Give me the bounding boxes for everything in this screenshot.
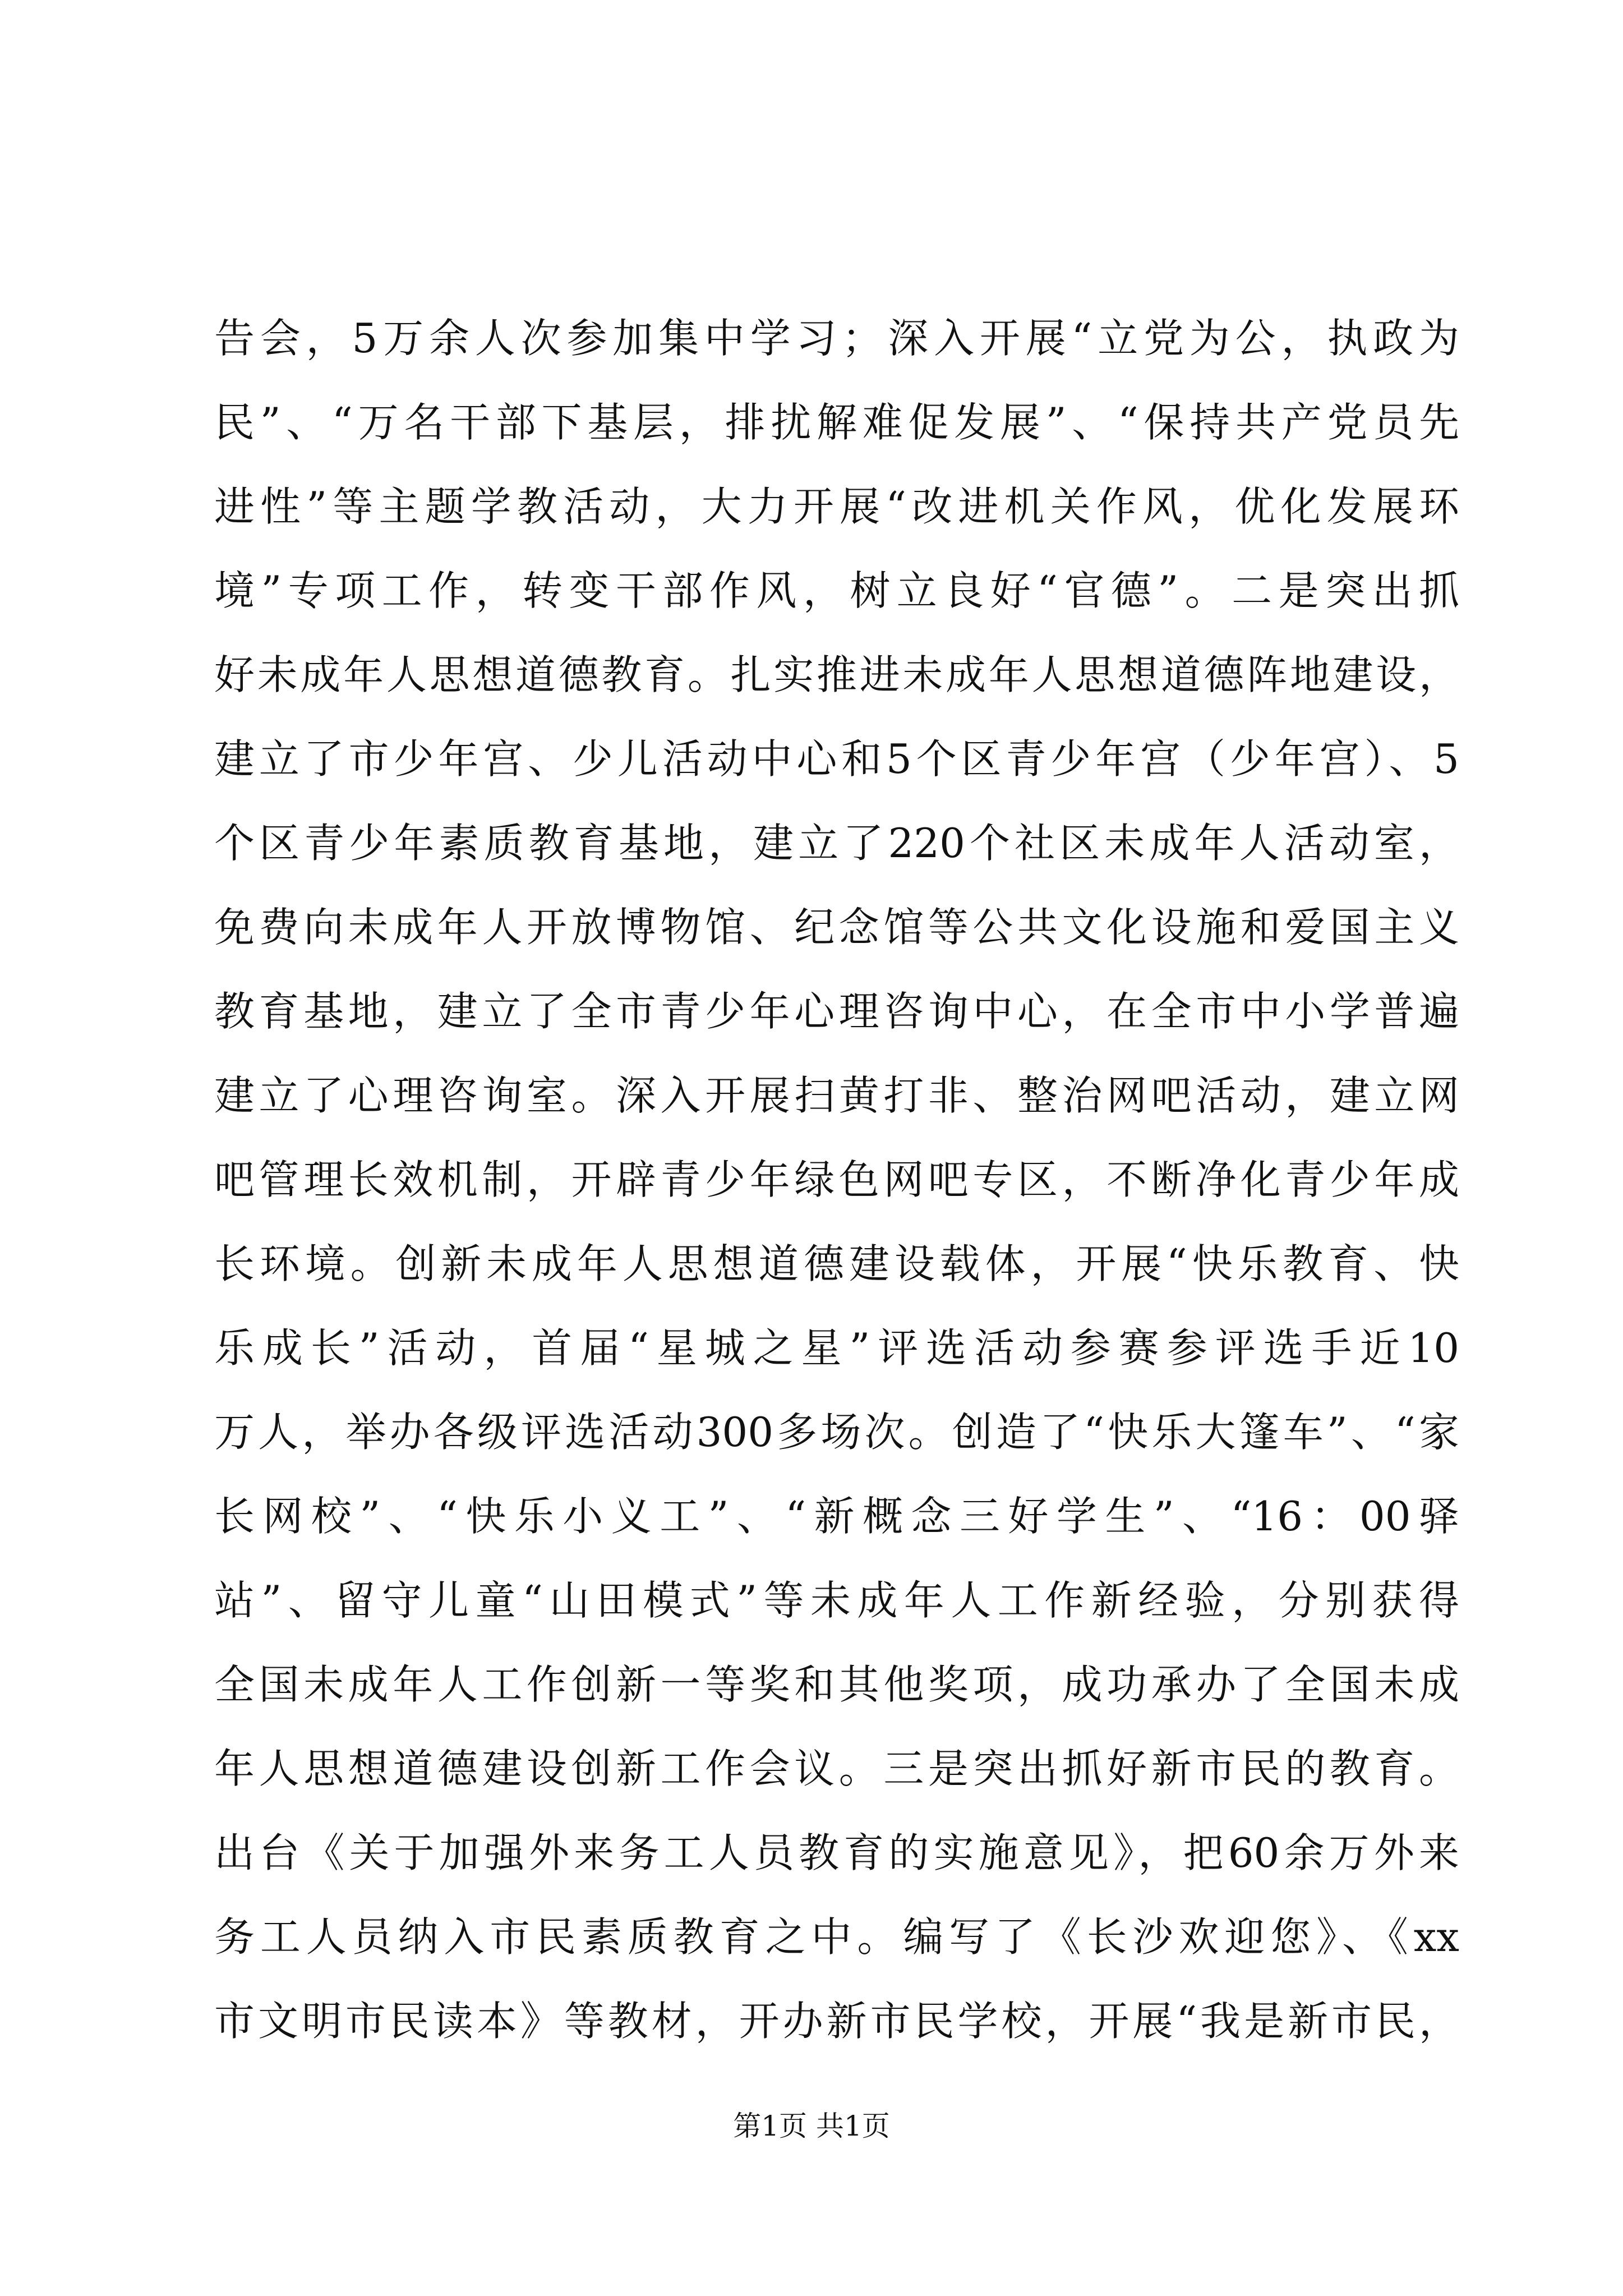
page-footer — [0, 2104, 1623, 2144]
text-line: 乐成长”活动，首届“星城之星”评选活动参赛参评选手近10 — [214, 1324, 1459, 1372]
page-number: 第1页 共1页 — [733, 2110, 890, 2142]
text-line: 境”专项工作，转变干部作风，树立良好“官德”。二是突出抓 — [214, 567, 1459, 614]
text-line: 吧管理长效机制，开辟青少年绿色网吧专区，不断净化青少年成 — [214, 1156, 1459, 1203]
text-line: 建立了市少年宫、少儿活动中心和5个区青少年宫（少年宫）、5 — [214, 735, 1459, 783]
text-line: 万人，举办各级评选活动300多场次。创造了“快乐大篷车”、“家 — [214, 1409, 1459, 1456]
text-line: 好未成年人思想道德教育。扎实推进未成年人思想道德阵地建设， — [214, 651, 1459, 698]
text-line: 市文明市民读本》等教材，开办新市民学校，开展“我是新市民， — [214, 1998, 1459, 2045]
text-line: 教育基地，建立了全市青少年心理咨询中心，在全市中小学普遍 — [214, 988, 1459, 1035]
text-line: 民”、“万名干部下基层，排扰解难促发展”、“保持共产党员先 — [214, 399, 1459, 446]
text-line: 告会，5万余人次参加集中学习；深入开展“立党为公，执政为 — [214, 315, 1459, 362]
text-line: 务工人员纳入市民素质教育之中。编写了《长沙欢迎您》、《xx — [214, 1913, 1459, 1961]
document-body — [214, 296, 1459, 2063]
text-line: 进性”等主题学教活动，大力开展“改进机关作风，优化发展环 — [214, 483, 1459, 530]
text-line: 建立了心理咨询室。深入开展扫黄打非、整治网吧活动，建立网 — [214, 1072, 1459, 1119]
text-line: 长环境。创新未成年人思想道德建设载体，开展“快乐教育、快 — [214, 1240, 1459, 1287]
text-line: 全国未成年人工作创新一等奖和其他奖项，成功承办了全国未成 — [214, 1661, 1459, 1708]
text-line: 免费向未成年人开放博物馆、纪念馆等公共文化设施和爱国主义 — [214, 904, 1459, 951]
text-line: 年人思想道德建设创新工作会议。三是突出抓好新市民的教育。 — [214, 1745, 1459, 1792]
text-line: 站”、留守儿童“山田模式”等未成年人工作新经验，分别获得 — [214, 1577, 1459, 1624]
text-line: 个区青少年素质教育基地，建立了220个社区未成年人活动室， — [214, 820, 1459, 867]
text-line: 出台《关于加强外来务工人员教育的实施意见》，把60余万外来 — [214, 1829, 1459, 1876]
text-line: 长网校”、“快乐小义工”、“新概念三好学生”、“16：00驿 — [214, 1493, 1459, 1540]
